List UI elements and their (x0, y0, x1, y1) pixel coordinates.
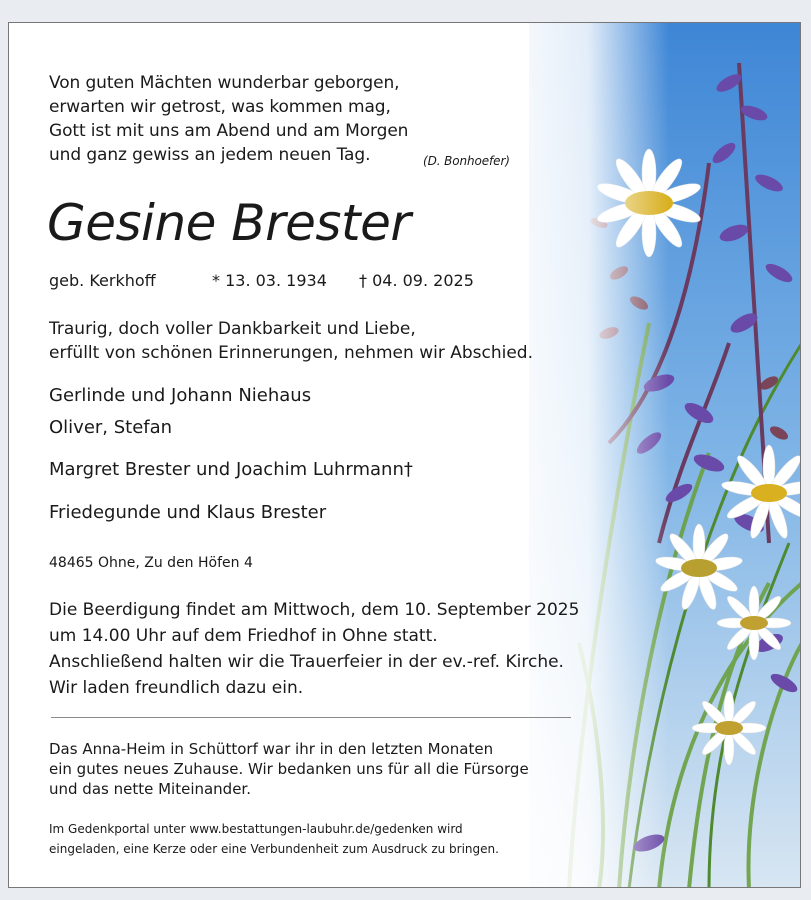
mourner-name: Oliver, Stefan (49, 417, 173, 438)
deceased-name: Gesine Brester (47, 194, 411, 252)
birth-name: geb. Kerkhoff (49, 271, 156, 290)
portal-line: eingeladen, eine Kerze oder eine Verbundenheit zum Ausdruck zu bringen. (49, 842, 499, 856)
farewell-text (49, 317, 533, 365)
poem (49, 71, 569, 167)
thanks-line: und das nette Miteinander. (49, 780, 251, 798)
farewell-line: erfüllt von schönen Erinnerungen, nehmen wir Abschied. (49, 343, 533, 363)
thanks-text (49, 739, 529, 799)
farewell-line: Traurig, doch voller Dankbarkeit und Liebe, (49, 319, 416, 339)
poem-line: Von guten Mächten wunderbar geborgen, (49, 73, 400, 93)
mourner-address: 48465 Ohne, Zu den Höfen 4 (49, 555, 253, 571)
divider (51, 717, 571, 718)
obituary-notice (8, 22, 801, 888)
thanks-line: Das Anna-Heim in Schüttorf war ihr in den letzten Monaten (49, 740, 494, 758)
funeral-details (49, 597, 579, 701)
funeral-line: Wir laden freundlich dazu ein. (49, 678, 304, 698)
poem-author: (D. Bonhoefer) (423, 154, 510, 168)
portal-line: Im Gedenkportal unter www.bestattungen-laubuhr.de/gedenken wird (49, 822, 463, 836)
funeral-line: Anschließend halten wir die Trauerfeier in der ev.-ref. Kirche. (49, 652, 564, 672)
birth-date: * 13. 03. 1934 (212, 271, 327, 290)
death-date: † 04. 09. 2025 (359, 271, 474, 290)
mourner-name: Friedegunde und Klaus Brester (49, 502, 327, 523)
funeral-line: Die Beerdigung findet am Mittwoch, dem 10. September 2025 (49, 600, 580, 620)
poem-line: und ganz gewiss an jedem neuen Tag. (49, 145, 371, 165)
memorial-portal-note (49, 819, 499, 859)
mourner-name: Margret Brester und Joachim Luhrmann† (49, 459, 413, 480)
poem-line: Gott ist mit uns am Abend und am Morgen (49, 121, 409, 141)
mourner-name: Gerlinde und Johann Niehaus (49, 385, 312, 406)
thanks-line: ein gutes neues Zuhause. Wir bedanken uns für all die Fürsorge (49, 760, 529, 778)
poem-line: erwarten wir getrost, was kommen mag, (49, 97, 391, 117)
funeral-line: um 14.00 Uhr auf dem Friedhof in Ohne statt. (49, 626, 438, 646)
